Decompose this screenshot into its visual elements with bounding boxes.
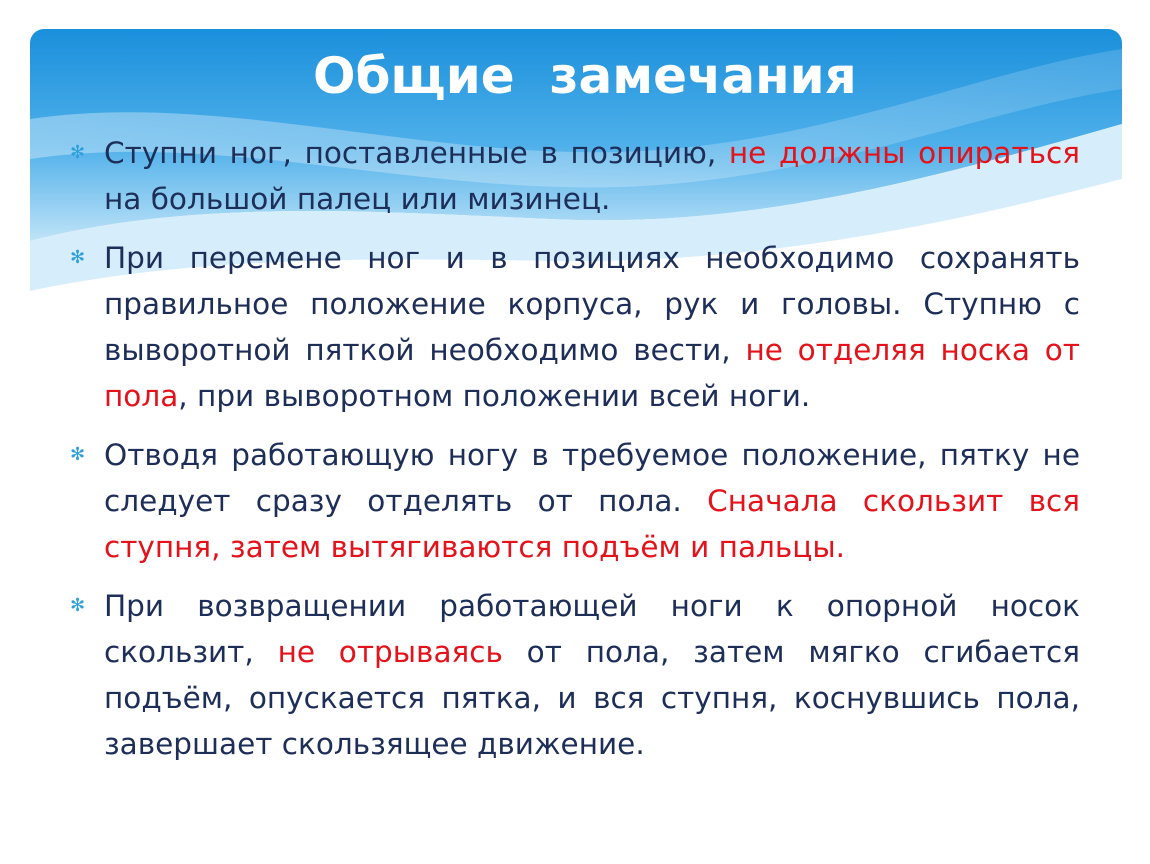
bullet-text: , при выворотном положении всей ноги. — [178, 379, 811, 413]
bullet-item — [70, 235, 1080, 419]
bullet-highlight-text: Сначала скользит вся ступня, затем вытягиваются подъём и пальцы. — [104, 484, 1080, 564]
bullet-highlight-text: не отделяя носка от пола — [104, 333, 1080, 413]
asterisk-bullet-icon: ✻ — [70, 142, 86, 163]
asterisk-bullet-icon: ✻ — [70, 444, 86, 465]
bullet-item — [70, 130, 1080, 222]
asterisk-bullet-icon: ✻ — [70, 247, 86, 268]
bullet-list — [70, 130, 1080, 780]
bullet-item — [70, 583, 1080, 767]
bullet-text: При перемене ног и в позициях необходимо сохранять правильное положение корпуса, рук и головы. Ступню с выворотной пяткой необходимо вести, — [104, 241, 1080, 367]
slide-title: Общие замечания — [313, 47, 857, 105]
bullet-highlight-text: не отрываясь — [277, 635, 503, 669]
bullet-text: на большой палец или мизинец. — [104, 182, 611, 216]
bullet-text: от пола, затем мягко сгибается подъём, опускается пятка, и вся ступня, коснувшись пола, завершает скользящее движение. — [104, 635, 1080, 761]
bullet-text: Ступни ног, поставленные в позицию, — [104, 136, 729, 170]
bullet-highlight-text: не должны опираться — [728, 136, 1080, 170]
asterisk-bullet-icon: ✻ — [70, 595, 86, 616]
bullet-item — [70, 432, 1080, 570]
bullet-text: Отводя работающую ногу в требуемое положение, пятку не следует сразу отделять от пола. — [104, 438, 1080, 518]
bullet-text: При возвращении работающей ноги к опорной носок скользит, — [104, 589, 1080, 669]
